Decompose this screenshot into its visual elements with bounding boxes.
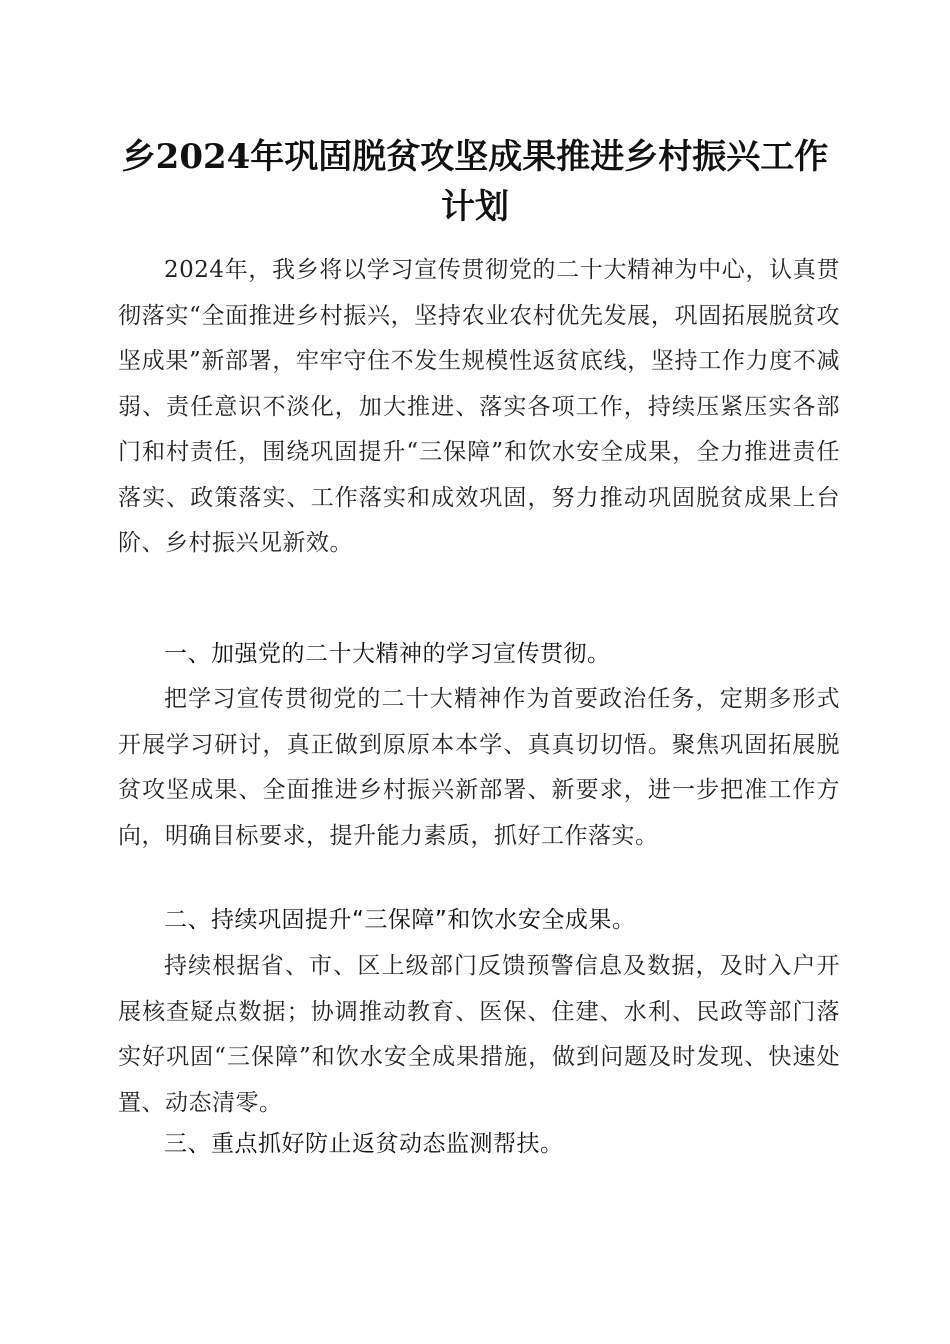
document-title: 乡2024年巩固脱贫攻坚成果推进乡村振兴工作计划: [121, 137, 829, 227]
section-heading-1: 一、加强党的二十大精神的学习宣传贯彻。: [164, 641, 611, 667]
section-body-1: 把学习宣传贯彻党的二十大精神作为首要政治任务，定期多形式开展学习研讨，真正做到原原本本学、真真切切悟。聚焦巩固拓展脱贫攻坚成果、全面推进乡村振兴新部署、新要求，进一步把准工作方向，明确目标要求，提升能力素质，抓好工作落实。: [118, 686, 840, 849]
section-body-2: 持续根据省、市、区上级部门反馈预警信息及数据，及时入户开展核查疑点数据；协调推动教育、医保、住建、水利、民政等部门落实好巩固“三保障”和饮水安全成果措施，做到问题及时发现、快速处置、动态清零。: [118, 953, 840, 1116]
intro-paragraph: 2024年，我乡将以学习宣传贯彻党的二十大精神为中心，认真贯彻落实“全面推进乡村振兴，坚持农业农村优先发展，巩固拓展脱贫攻坚成果”新部署，牢牢守住不发生规模性返贫底线，坚持工作力度不减弱、责任意识不淡化，加大推进、落实各项工作，持续压紧压实各部门和村责任，围绕巩固提升“三保障”和饮水安全成果，全力推进责任落实、政策落实、工作落实和成效巩固，努力推动巩固脱贫成果上台阶、乡村振兴见新效。: [118, 257, 840, 556]
section-heading-3: 三、重点抓好防止返贫动态监测帮扶。: [164, 1131, 564, 1157]
section-heading-2: 二、持续巩固提升“三保障”和饮水安全成果。: [164, 907, 636, 933]
